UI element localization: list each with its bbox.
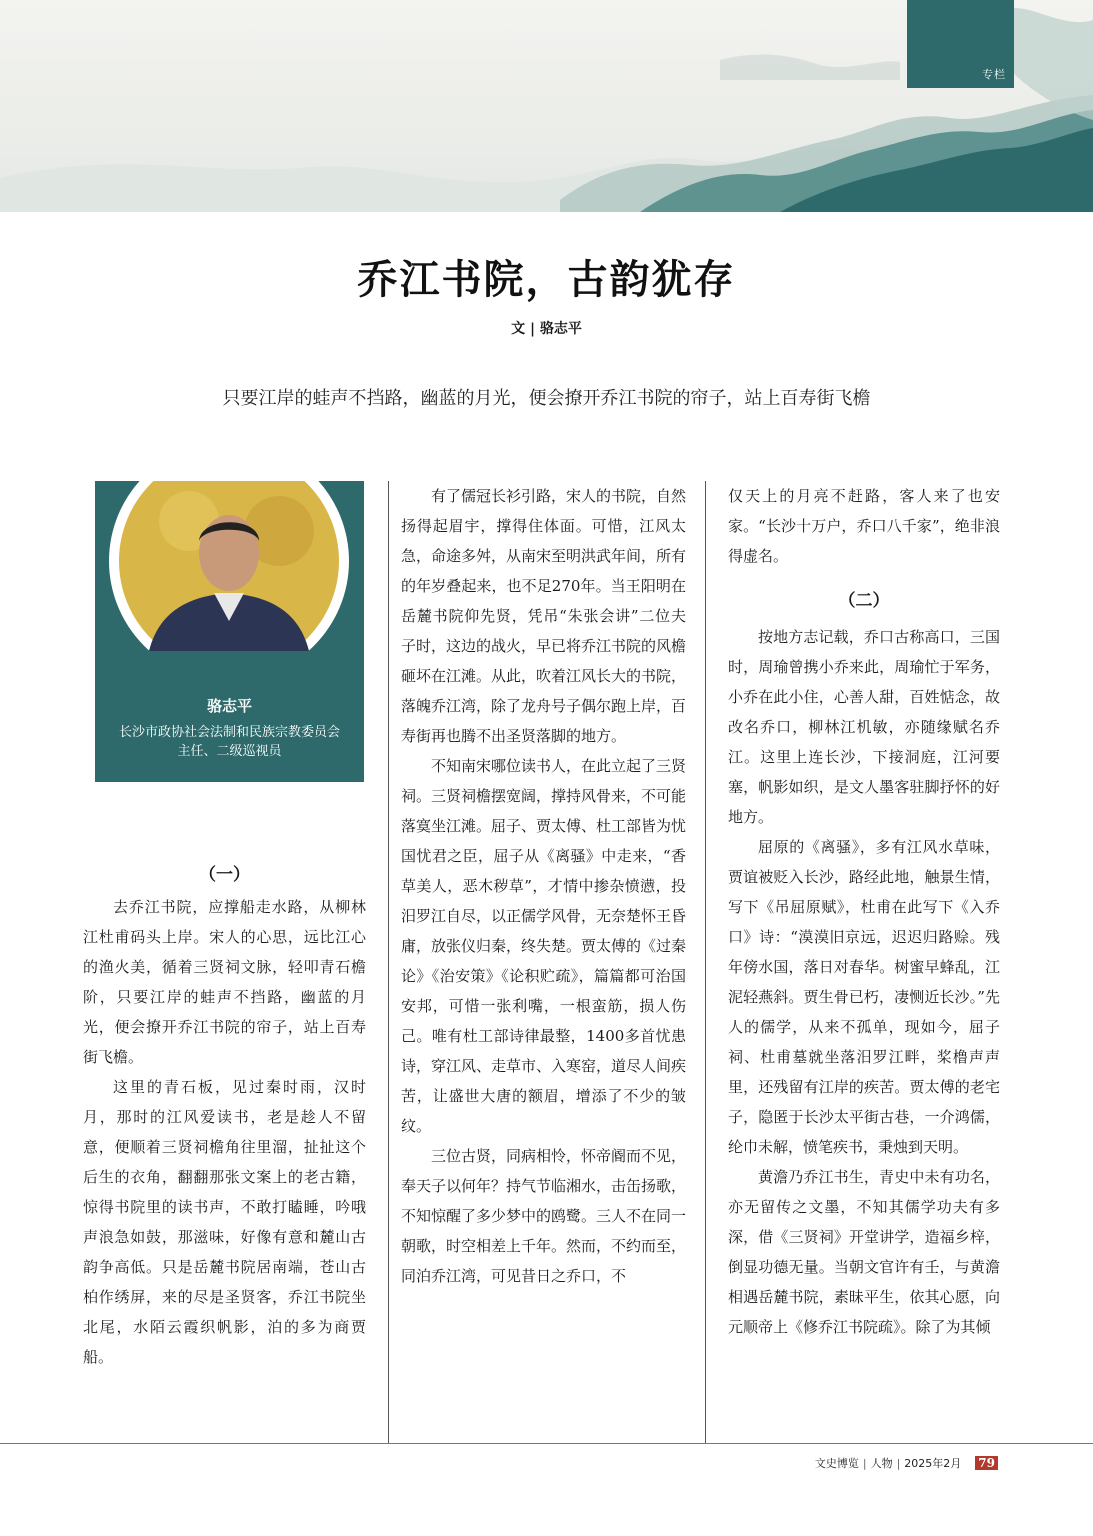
section-heading-two: （二） bbox=[838, 591, 890, 611]
column-tag bbox=[907, 0, 1014, 88]
paragraph: 黄澹乃乔江书生，青史中未有功名，亦无留传之文墨，不知其儒学功夫有多深，借《三贤祠》开堂讲学，造福乡梓，倒显功德无量。当朝文官许有壬，与黄澹相遇岳麓书院，素昧平生，依其心愿，向元顺帝上《修乔江书院疏》。除了为其倾 bbox=[728, 1168, 1000, 1336]
footer-section: 人物 bbox=[870, 1457, 893, 1470]
separator: | bbox=[896, 1456, 901, 1470]
lead-text: 只要江岸的蛙声不挡路，幽蓝的月光，便会撩开乔江书院的帘子，站上百寿街飞檐 bbox=[222, 388, 871, 409]
paragraph: 这里的青石板，见过秦时雨，汉时月，那时的江风爱读书，老是趁人不留意，便顺着三贤祠檐角往里溜，扯扯这个后生的衣角，翻翻那张文案上的老古籍，惊得书院里的读书声，不敢打瞌睡，吟哦声浪急如鼓，那滋味，好像有意和麓山古韵争高低。只是岳麓书院居南端，苍山古柏作绣屏，来的尽是圣贤客，乔江书院坐北尾，水陌云霞织帆影，泊的多为商贾船。 bbox=[83, 1078, 366, 1366]
footer-rule bbox=[0, 1443, 1093, 1444]
column-divider bbox=[705, 481, 706, 1443]
author-name: 骆志平 bbox=[206, 697, 252, 715]
column-two bbox=[401, 481, 686, 1291]
article-title: 乔江书院，古韵犹存 bbox=[357, 257, 736, 303]
column-tag-label: 专栏 bbox=[982, 68, 1006, 81]
column-three bbox=[728, 481, 1000, 1342]
author-role-line2: 主任、二级巡视员 bbox=[177, 744, 282, 759]
column-one bbox=[83, 892, 366, 1372]
paragraph: 不知南宋哪位读书人，在此立起了三贤祠。三贤祠檐摆宽阔，撑持风骨来，不可能落寞坐江滩。屈子、贾太傅、杜工部皆为忧国忧君之臣，屈子从《离骚》中走来，“香草美人，恶木秽草”，才情中掺杂愤懑，投汨罗江自尽，以正儒学风骨，无奈楚怀王昏庸，放张仪归秦，终失楚。贾太傅的《过秦论》《治安策》《论积贮疏》，篇篇都可治国安邦，可惜一张利嘴，一根蛮筋，损人伤己。唯有杜工部诗律最整，1400多首忧患诗，穿江风、走草市、入寒窑，道尽人间疾苦，让盛世大唐的额眉，增添了不少的皱纹。 bbox=[401, 757, 687, 1135]
paragraph: 三位古贤，同病相怜，怀帝阍而不见，奉天子以何年？持气节临湘水，击缶扬歌，不知惊醒了多少梦中的鸥鹭。三人不在同一朝歌，时空相差上千年。然而，不约而至，同泊乔江湾，可见昔日之乔口，不 bbox=[401, 1147, 687, 1285]
separator: | bbox=[862, 1456, 867, 1470]
author-role bbox=[95, 723, 364, 761]
paragraph: 仅天上的月亮不赶路，客人来了也安家。“长沙十万户，乔口八千家”，绝非浪得虚名。 bbox=[728, 487, 1000, 565]
paragraph: 屈原的《离骚》，多有江风水草味，贾谊被贬入长沙，路经此地，触景生情，写下《吊屈原赋》，杜甫在此写下《入乔口》诗：“漠漠旧京远，迟迟归路赊。残年傍水国，落日对春华。树蜜早蜂乱，江泥轻燕斜。贾生骨已朽，凄恻近长沙。”先人的儒学，从来不孤单，现如今，屈子祠、杜甫墓就坐落汨罗江畔，桨橹声声里，还残留有江岸的疾苦。贾太傅的老宅子，隐匿于长沙太平街古巷，一介鸿儒，纶巾未解，愤笔疾书，秉烛到天明。 bbox=[728, 838, 1000, 1156]
author-photo bbox=[109, 481, 350, 651]
byline: 文 | 骆志平 bbox=[511, 321, 582, 337]
paragraph: 去乔江书院，应撑船走水路，从柳林江杜甫码头上岸。宋人的心思，远比江心的渔火美，循着三贤祠文脉，轻叩青石檐阶，只要江岸的蛙声不挡路，幽蓝的月光，便会撩开乔江书院的帘子，站上百寿街飞檐。 bbox=[83, 898, 366, 1066]
column-divider bbox=[388, 481, 389, 1443]
footer bbox=[815, 1455, 998, 1471]
paragraph: 按地方志记载，乔口古称高口，三国时，周瑜曾携小乔来此，周瑜忙于军务，小乔在此小住，心善人甜，百姓惦念，故改名乔口，柳林江机敏，亦随缘赋名乔江。这里上连长沙，下接洞庭，江河要塞，帆影如织，是文人墨客驻脚抒怀的好地方。 bbox=[728, 628, 1000, 826]
paragraph: 有了儒冠长衫引路，宋人的书院，自然扬得起眉宇，撑得住体面。可惜，江风太急，命途多舛，从南宋至明洪武年间，所有的年岁叠起来，也不足270年。当王阳明在岳麓书院仰先贤，凭吊“朱张会讲”二位夫子时，这边的战火，早已将乔江书院的风檐砸坏在江滩。从此，吹着江风长大的书院，落魄乔江湾，除了龙舟号子偶尔跑上岸，百寿街再也腾不出圣贤落脚的地方。 bbox=[401, 487, 687, 745]
header-banner bbox=[0, 0, 1093, 212]
author-card bbox=[95, 481, 364, 782]
author-role-line1: 长沙市政协社会法制和民族宗教委员会 bbox=[118, 725, 340, 740]
page-number: 79 bbox=[975, 1456, 998, 1470]
issue-date: 2025年2月 bbox=[904, 1457, 962, 1470]
section-heading-one: （一） bbox=[199, 865, 250, 885]
magazine-name: 文史博览 bbox=[814, 1457, 859, 1470]
